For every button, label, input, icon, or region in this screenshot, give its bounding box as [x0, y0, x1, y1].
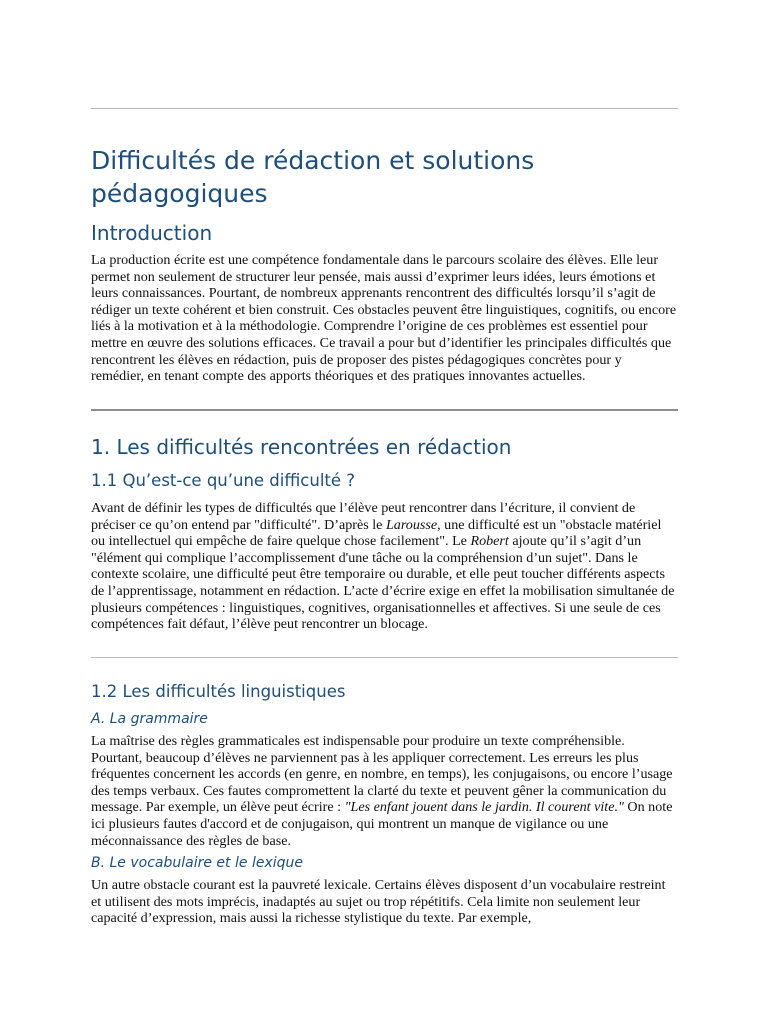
- document-title: Difficultés de rédaction et solutions pédagogiques: [91, 146, 535, 208]
- section-divider: [91, 409, 678, 411]
- text-run: On note ici plusieurs fautes d'accord et de conjugaison, qui montrent un manque de vigilance ou une méconnaissance des règles de base.: [91, 799, 673, 849]
- text-run: , une difficulté est un "obstacle matériel ou intellectuel qui empêche de faire quelque chose facilement". Le: [91, 516, 662, 550]
- section-1-heading: 1. Les difficultés rencontrées en rédaction: [91, 435, 512, 459]
- subsection-1-2-heading: 1.2 Les difficultés linguistiques: [91, 682, 346, 701]
- larousse-reference: Larousse: [385, 516, 438, 533]
- text-run: La maîtrise des règles grammaticales est indispensable pour produire un texte compréhensible. Pourtant, beaucoup d’élèves ne parviennent pas à les appliquer correctement. Les erreurs les plus fréquentes concernent les accords (en genre, en nombre, en temps), les conjugaisons, ou encore l’usage des temps verbaux. Ces fautes compromettent la clarté du texte et peuvent gêner la communication du message. Par exemple, un élève peut écrire :: [91, 733, 673, 816]
- top-divider: [91, 108, 678, 109]
- heading-a-grammaire: A. La grammaire: [91, 711, 208, 727]
- vocabulaire-paragraph: Un autre obstacle courant est la pauvreté lexicale. Certains élèves disposent d’un vocabulaire restreint et utilisent des mots imprécis, inadaptés au sujet ou trop répétitifs. Cela limite non seulement leur capacité d’expression, mais aussi la richesse stylistique du texte. Par exemple,: [91, 877, 666, 927]
- text-run: Avant de définir les types de difficultés que l’élève peut rencontrer dans l’écriture, il convient de préciser ce qu’on entend par "difficulté". D’après le: [91, 500, 636, 533]
- subsection-divider: [91, 657, 678, 658]
- intro-heading: Introduction: [91, 221, 213, 245]
- grammaire-paragraph: [91, 733, 678, 849]
- subsection-1-1-paragraph: [91, 500, 678, 633]
- subsection-1-1-heading: 1.1 Qu’est-ce qu’une difficulté ?: [91, 471, 356, 490]
- text-run: ajoute qu’il s’agit d’un "élément qui complique l’accomplissement d'une tâche ou la compréhension d’un sujet". Dans le contexte scolaire, une difficulté peut être temporaire ou durable, et elle peut toucher différents aspects de l’apprentissage, notamment en rédaction. L’acte d’écrire exige en effet la mobilisation simultanée de plusieurs compétences : linguistiques, cognitives, organisationnelles et affectives. Si une seule de ces compétences fait défaut, l’élève peut rencontrer un blocage.: [91, 533, 675, 633]
- heading-b-vocabulaire: B. Le vocabulaire et le lexique: [91, 855, 303, 871]
- robert-reference: Robert: [470, 533, 509, 550]
- intro-paragraph: La production écrite est une compétence fondamentale dans le parcours scolaire des élèves. Elle leur permet non seulement de structurer leur pensée, mais aussi d’exprimer leurs idées, leurs émotions et leurs connaissances. Pourtant, de nombreux apprenants rencontrent des difficultés lorsqu’il s’agit de rédiger un texte cohérent et bien construit. Ces obstacles peuvent être linguistiques, cognitifs, ou encore liés à la motivation et à la méthodologie. Comprendre l’origine de ces problèmes est essentiel pour mettre en œuvre des solutions efficaces. Ce travail a pour but d’identifier les principales difficultés que rencontrent les élèves en rédaction, puis de proposer des pistes pédagogiques concrètes pour y remédier, en tenant compte des apports théoriques et des pratiques innovantes actuelles.: [91, 252, 677, 385]
- student-example: "Les enfant jouent dans le jardin. Il courent vite.": [344, 799, 624, 816]
